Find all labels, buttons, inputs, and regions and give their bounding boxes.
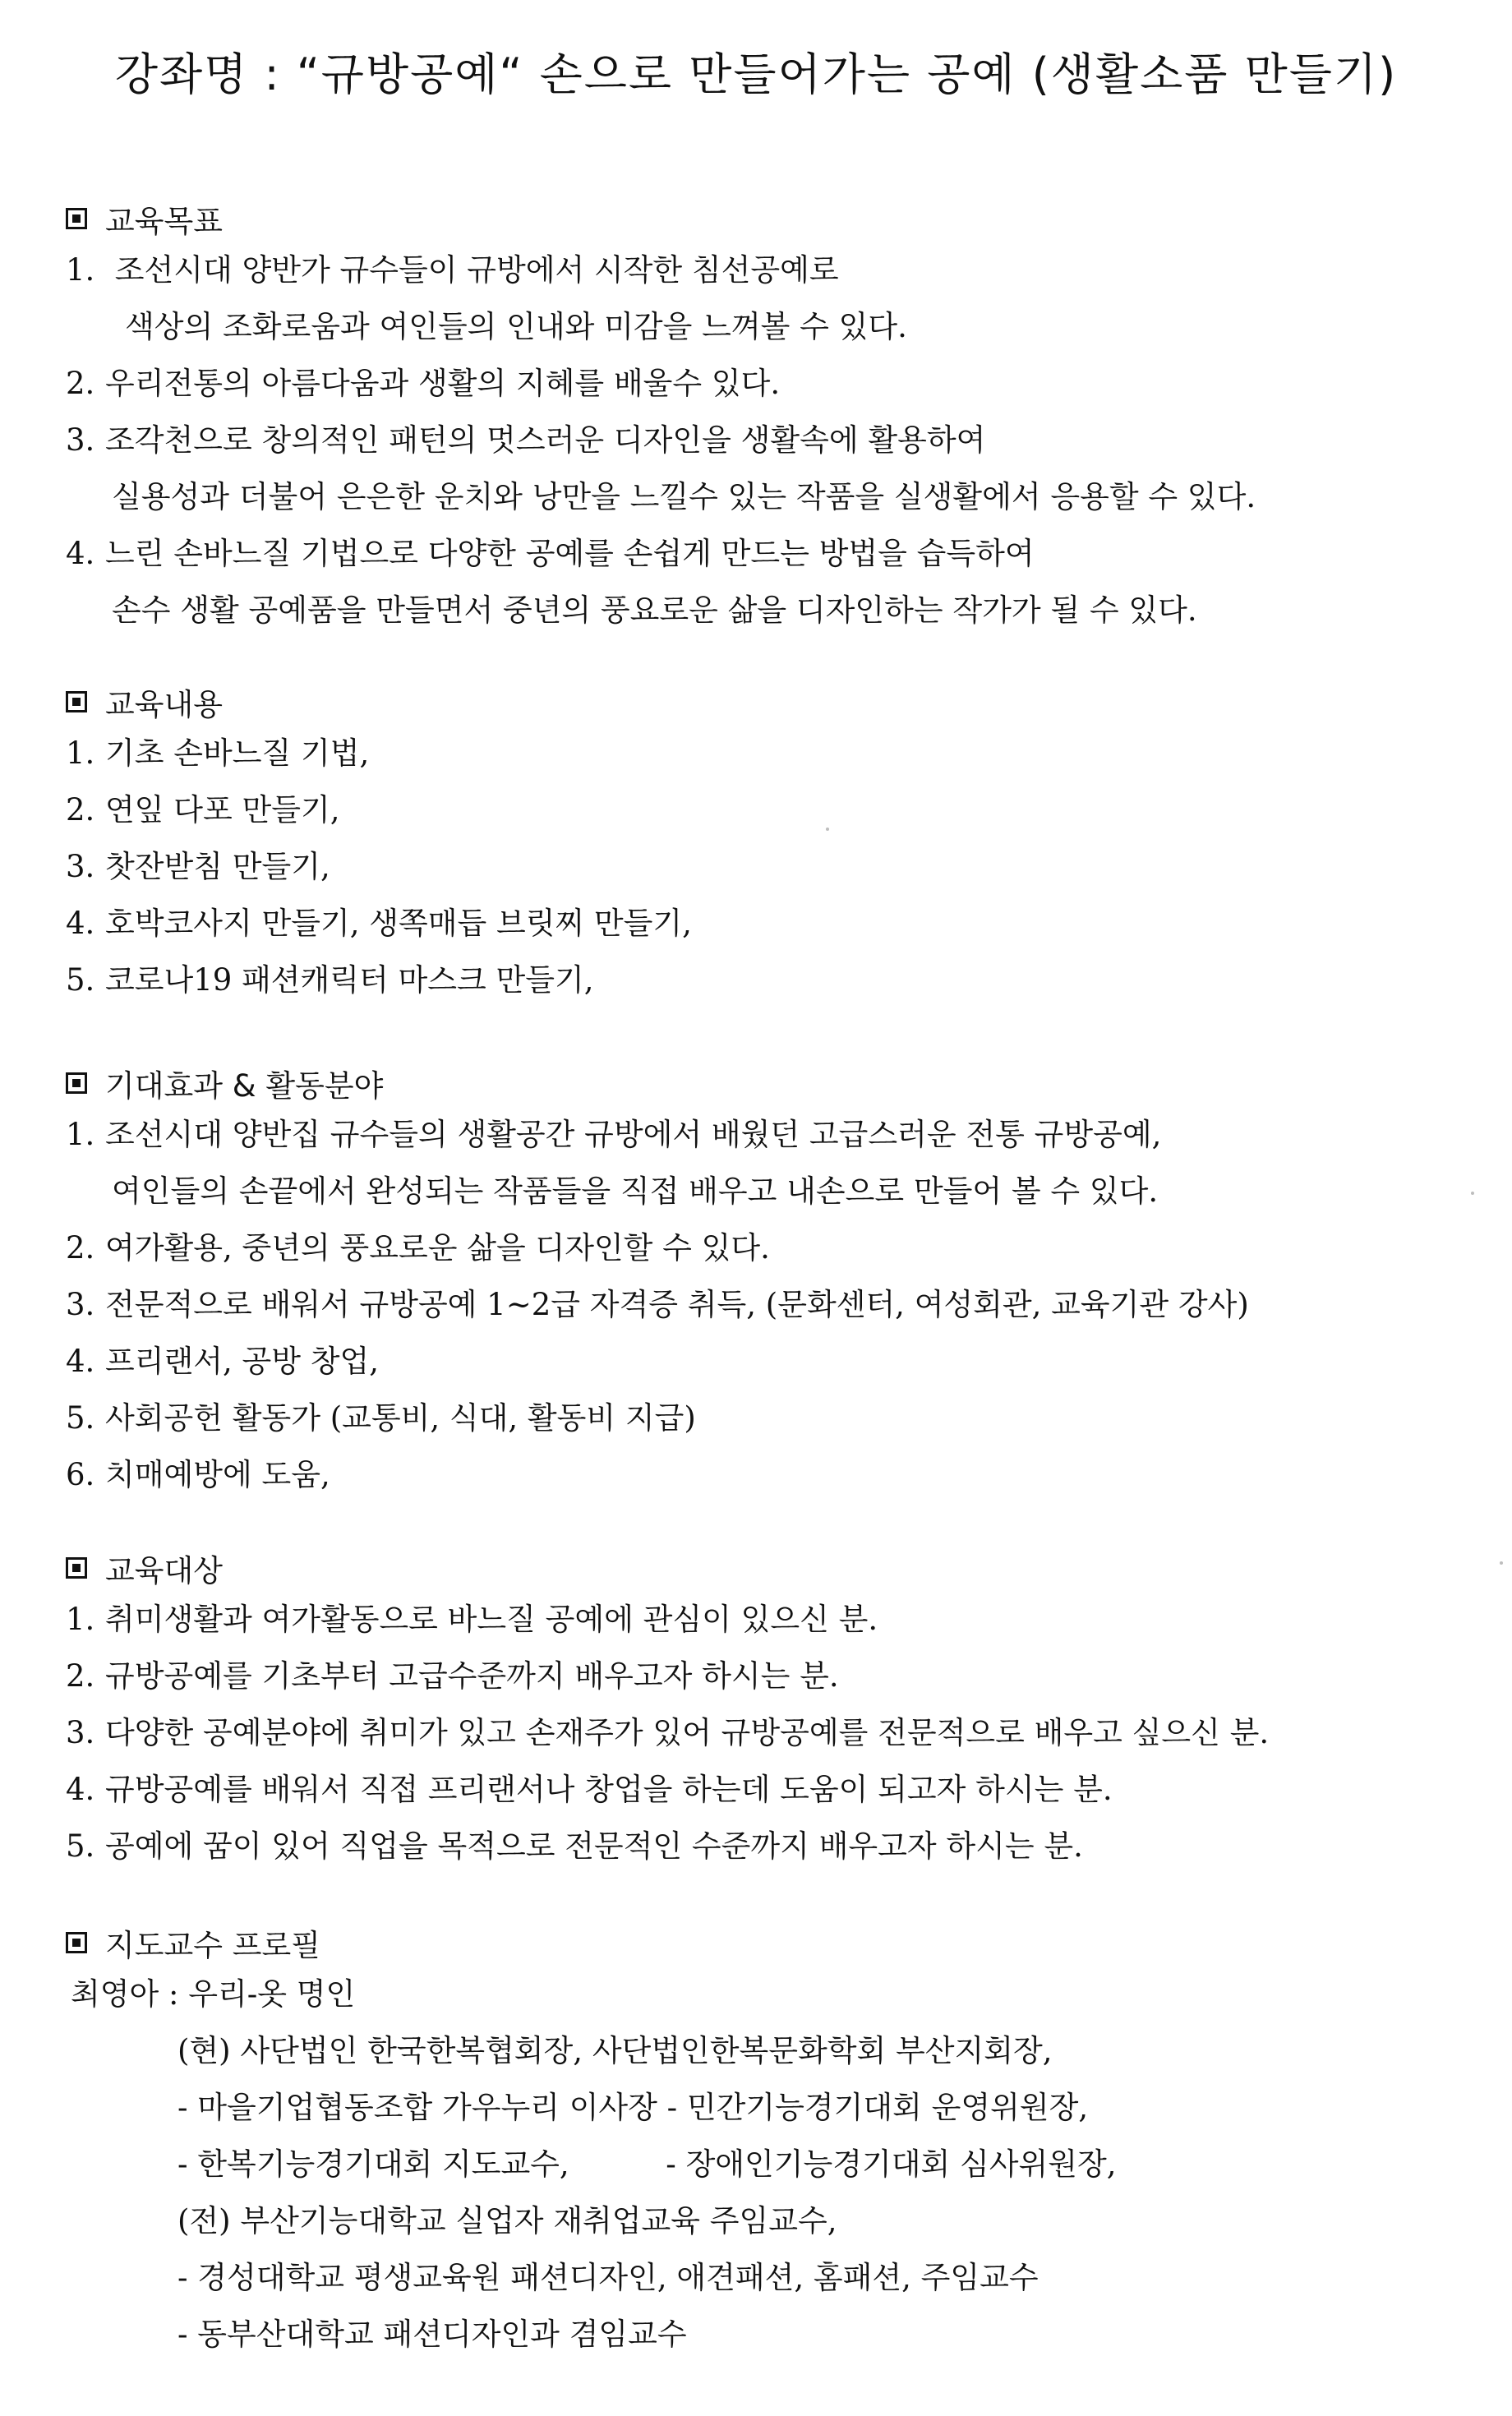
- item-text: 조선시대 양반집 규수들의 생활공간 규방에서 배웠던 고급스러운 전통 규방공예,: [105, 1117, 1162, 1152]
- checkbox-square-icon: [66, 1072, 87, 1094]
- item-text: 취미생활과 여가활동으로 바느질 공예에 관심이 있으신 분.: [105, 1602, 878, 1637]
- list-item: [66, 952, 1479, 1008]
- list-item: [66, 1704, 1479, 1761]
- item-text: 느린 손바느질 기법으로 다양한 공예를 손쉽게 만드는 방법을 습득하여: [105, 536, 1035, 571]
- item-text: 조각천으로 창의적인 패턴의 멋스러운 디자인을 생활속에 활용하여: [105, 422, 986, 458]
- item-number: 5.: [66, 1828, 95, 1864]
- list: [66, 1106, 1479, 1503]
- career-item: - 한복기능경기대회 지도교수, - 장애인기능경기대회 심사위원장,: [177, 2146, 1117, 2182]
- section-content: [66, 679, 1479, 1008]
- list-item: [66, 895, 1479, 952]
- checkbox-square-icon: [66, 208, 87, 229]
- list-item: [66, 412, 1479, 468]
- item-number: 6.: [66, 1457, 95, 1492]
- list-item: [66, 1761, 1479, 1818]
- list: [66, 725, 1479, 1008]
- heading-label: 교육목표: [105, 204, 223, 239]
- item-text: 손수 생활 공예품을 만들면서 중년의 풍요로운 삶을 디자인하는 작가가 될 수 있다.: [112, 592, 1197, 628]
- career-item: - 동부산대학교 패션디자인과 겸임교수: [177, 2317, 687, 2352]
- section-heading: [66, 1920, 1479, 1966]
- item-number: 5.: [66, 1400, 95, 1436]
- item-text: 사회공헌 활동가 (교통비, 식대, 활동비 지급): [105, 1400, 696, 1436]
- heading-label: 지도교수 프로필: [105, 1928, 320, 1963]
- item-number: 1.: [66, 735, 95, 771]
- list-item: [66, 1276, 1479, 1333]
- page-title: 강좌명 : “규방공예“ 손으로 만들어가는 공예 (생활소품 만들기): [114, 48, 1398, 100]
- item-number: 2.: [66, 1658, 95, 1694]
- section-heading: [66, 196, 1479, 242]
- item-number: 4.: [66, 536, 95, 571]
- heading-label: 교육내용: [105, 687, 223, 722]
- item-text: 기초 손바느질 기법,: [105, 735, 370, 771]
- list-item: [66, 1818, 1479, 1874]
- item-text: 여인들의 손끝에서 완성되는 작품들을 직접 배우고 내손으로 만들어 볼 수 있다.: [112, 1173, 1159, 1209]
- item-number: 2.: [66, 792, 95, 828]
- scan-speck: [1471, 1192, 1474, 1195]
- item-text: 코로나19 패션캐릭터 마스크 만들기,: [105, 962, 594, 998]
- heading-label: 교육대상: [105, 1553, 223, 1588]
- list-item: [66, 1333, 1479, 1390]
- list-item-continuation: [66, 582, 1479, 639]
- list-item: [66, 1106, 1479, 1163]
- item-number: 3.: [66, 1715, 95, 1750]
- list-item: [66, 1446, 1479, 1503]
- list-item: [66, 1220, 1479, 1276]
- item-text: 실용성과 더불어 은은한 운치와 낭만을 느낄수 있는 작품을 실생활에서 응용할 수 있다.: [112, 479, 1256, 514]
- list-item-continuation: [66, 468, 1479, 525]
- item-number: 1.: [66, 1602, 95, 1637]
- scan-speck: [826, 828, 829, 831]
- list: [66, 242, 1479, 639]
- item-text: 공예에 꿈이 있어 직업을 목적으로 전문적인 수준까지 배우고자 하시는 분.: [105, 1828, 1083, 1864]
- instructor-name: 최영아 : 우리-옷 명인: [71, 1976, 356, 2012]
- item-number: 4.: [66, 1344, 95, 1379]
- item-number: 5.: [66, 962, 95, 998]
- item-number: 4.: [66, 906, 95, 941]
- scan-speck: [1500, 1561, 1503, 1565]
- career-item: (전) 부산기능대학교 실업자 재취업교육 주임교수,: [177, 2203, 837, 2238]
- list-item: [66, 525, 1479, 582]
- career-item: (현) 사단법인 한국한복협회장, 사단법인한복문화학회 부산지회장,: [177, 2033, 1053, 2068]
- checkbox-square-icon: [66, 691, 87, 712]
- list-item: [66, 1648, 1479, 1704]
- list-item: [66, 1390, 1479, 1446]
- list-item-continuation: [66, 298, 1479, 355]
- checkbox-square-icon: [66, 1932, 87, 1953]
- list-item: [66, 242, 1479, 298]
- section-heading: [66, 679, 1479, 725]
- section-goals: [66, 196, 1479, 639]
- career-item: - 마을기업협동조합 가우누리 이사장 - 민간기능경기대회 운영위원장,: [177, 2090, 1089, 2125]
- career-item: - 경성대학교 평생교육원 패션디자인, 애견패션, 홈패션, 주임교수: [177, 2260, 1039, 2295]
- list-item: [66, 1591, 1479, 1648]
- section-heading: [66, 1060, 1479, 1106]
- list-item: [66, 725, 1479, 782]
- career-list: [66, 2022, 1479, 2363]
- section-profile: [66, 1920, 1479, 2363]
- item-text: 우리전통의 아름다움과 생활의 지혜를 배울수 있다.: [105, 366, 781, 401]
- item-text: 규방공예를 배워서 직접 프리랜서나 창업을 하는데 도움이 되고자 하시는 분.: [105, 1772, 1113, 1807]
- item-number: 2.: [66, 1230, 95, 1266]
- item-number: 1.: [66, 1117, 95, 1152]
- item-text: 찻잔받침 만들기,: [105, 849, 330, 884]
- item-text: 여가활용, 중년의 풍요로운 삶을 디자인할 수 있다.: [105, 1230, 770, 1266]
- list: [66, 1591, 1479, 1874]
- item-text: 프리랜서, 공방 창업,: [105, 1344, 379, 1379]
- list-item: [66, 782, 1479, 838]
- section-target: [66, 1545, 1479, 1874]
- item-number: 4.: [66, 1772, 95, 1807]
- section-effects: [66, 1060, 1479, 1503]
- item-number: 3.: [66, 849, 95, 884]
- section-heading: [66, 1545, 1479, 1591]
- item-text: 다양한 공예분야에 취미가 있고 손재주가 있어 규방공예를 전문적으로 배우고 싶으신 분.: [105, 1715, 1270, 1750]
- item-number: 3.: [66, 422, 95, 458]
- item-text: 호박코사지 만들기, 생쪽매듭 브릿찌 만들기,: [105, 906, 692, 941]
- list-item: [66, 355, 1479, 412]
- item-text: 치매예방에 도움,: [105, 1457, 330, 1492]
- checkbox-square-icon: [66, 1557, 87, 1579]
- heading-label: 기대효과 & 활동분야: [105, 1068, 384, 1104]
- item-number: 2.: [66, 366, 95, 401]
- item-text: 색상의 조화로움과 여인들의 인내와 미감을 느껴볼 수 있다.: [125, 309, 907, 344]
- item-text: 연잎 다포 만들기,: [105, 792, 340, 828]
- item-text: 규방공예를 기초부터 고급수준까지 배우고자 하시는 분.: [105, 1658, 839, 1694]
- item-number: 1.: [66, 252, 95, 288]
- item-text: 조선시대 양반가 규수들이 규방에서 시작한 침선공예로: [105, 252, 839, 288]
- item-number: 3.: [66, 1287, 95, 1322]
- list-item-continuation: [66, 1163, 1479, 1220]
- list-item: [66, 838, 1479, 895]
- item-text: 전문적으로 배워서 규방공예 1~2급 자격증 취득, (문화센터, 여성회관, 교육기관 강사): [105, 1287, 1249, 1322]
